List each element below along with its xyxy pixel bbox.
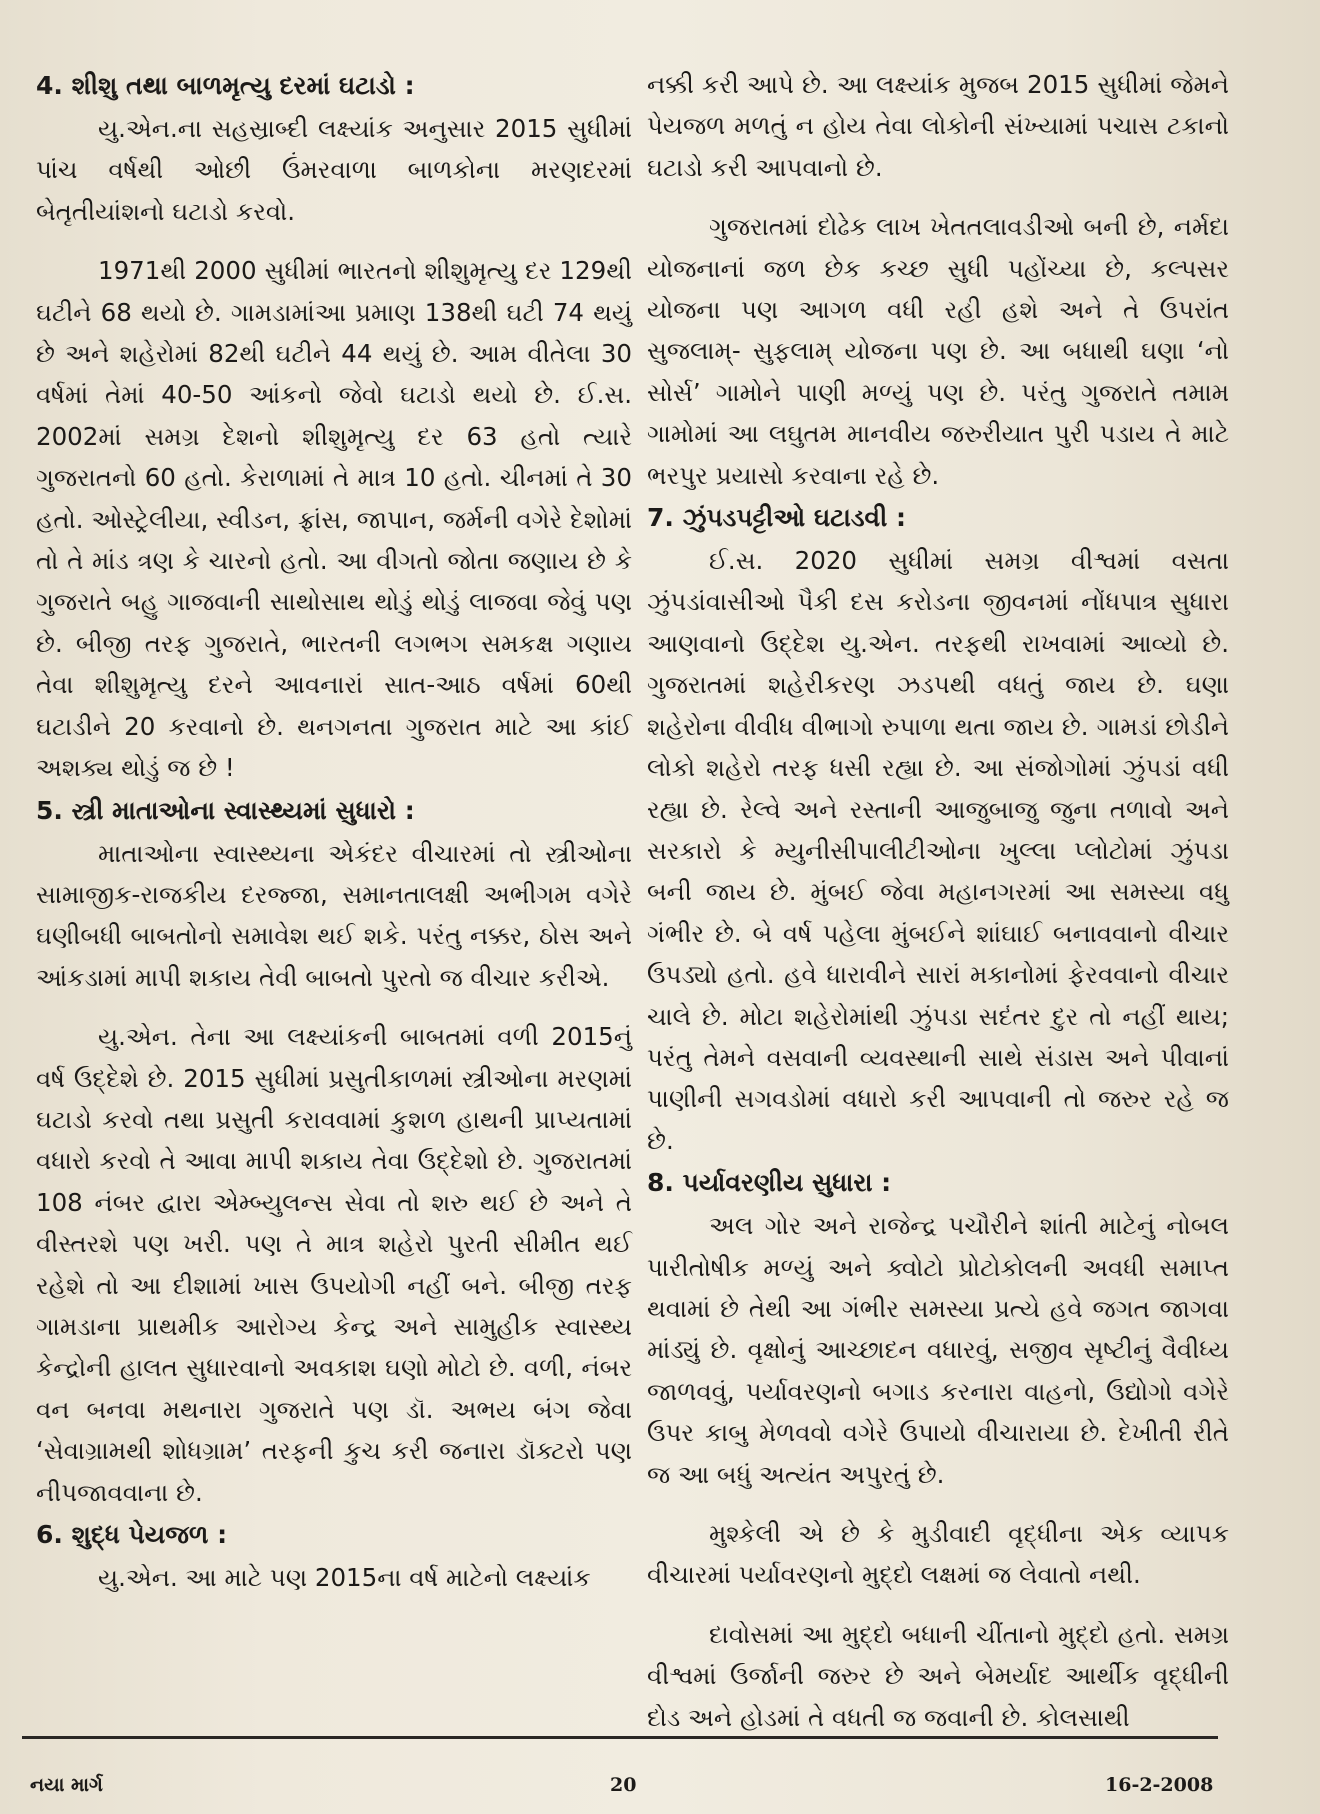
paragraph: દાવોસમાં આ મુદ્દો બધાની ચીંતાનો મુદ્દો હતો. સમગ્ર વીશ્વમાં ઉર્જાની જરુર છે અને બેમર્યાદ આર્થીક વૃદ્ધીની દોડ અને હોડમાં તે વધતી જ જવાની છે. કોલસાથી <box>647 1619 1229 1732</box>
publication-name: નયા માર્ગ <box>30 1774 103 1796</box>
section-heading: 4. શીશુ તથા બાળમૃત્યુ દરમાં ઘટાડો : <box>36 71 415 100</box>
paragraph: યુ.એન.ના સહસ્રાબ્દી લક્ષ્યાંક અનુસાર 2015 સુધીમાં પાંચ વર્ષથી ઓછી ઉંમરવાળા બાળકોના મરણદરમાં બેતૃતીયાંશનો ઘટાડો કરવો. <box>36 114 632 226</box>
page-number: 20 <box>610 1774 637 1796</box>
left-column <box>36 64 632 1598</box>
footer-rule <box>22 1736 1218 1739</box>
section-heading: 5. સ્ત્રી માતાઓના સ્વાસ્થ્યમાં સુધારો : <box>36 795 415 825</box>
right-column <box>647 64 1229 1738</box>
paragraph: યુ.એન. તેના આ લક્ષ્યાંકની બાબતમાં વળી 2015નું વર્ષ ઉદ્દેશે છે. 2015 સુધીમાં પ્રસુતીકાળમાં સ્ત્રીઓના મરણમાં ઘટાડો કરવો તથા પ્રસુતી કરાવવામાં કુશળ હાથની પ્રાપ્યતામાં વધારો કરવો તે આવા માપી શકાય તેવા ઉદ્દેશો છે. ગુજરાતમાં 108 નંબર દ્વારા એમ્બ્યુલન્સ સેવા તો શરુ થઈ છે અને તે વીસ્તરશે પણ ખરી. પણ તે માત્ર શહેરો પુરતી સીમીત થઈ રહેશે તો આ દીશામાં ખાસ ઉપયોગી નહીં બને. બીજી તરફ ગામડાના પ્રાથમીક આરોગ્ય કેન્દ્ર અને સામુહીક સ્વાસ્થ્ય કેન્દ્રોની હાલત સુધારવાનો અવકાશ ઘણો મોટો છે. વળી, નંબર વન બનવા મથનારા ગુજરાતે પણ ડૉ. અભય બંગ જેવા ‘સેવાગ્રામથી શોધગ્રામ’ તરફની કુચ કરી જનારા ડૉક્ટરો પણ નીપજાવવાના છે. <box>36 1022 632 1507</box>
paragraph: ગુજરાતમાં દોઢેક લાખ ખેતતલાવડીઓ બની છે, નર્મદા યોજનાનાં જળ છેક કચ્છ સુધી પહોંચ્યા છે, કલ્પસર યોજના પણ આગળ વધી રહી હશે અને તે ઉપરાંત સુજલામ્- સુફલામ્ યોજના પણ છે. આ બધાથી ઘણા ‘નો સોર્સ’ ગામોને પાણી મળ્યું પણ છે. પરંતુ ગુજરાતે તમામ ગામોમાં આ લઘુતમ માનવીય જરુરીયાત પુરી પડાય તે માટે ભરપુર પ્રયાસો કરવાના રહે છે. <box>647 212 1229 490</box>
paragraph: 1971થી 2000 સુધીમાં ભારતનો શીશુમૃત્યુ દર 129થી ઘટીને 68 થયો છે. ગામડામાંઆ પ્રમાણ 138થી ઘટી 74 થયું છે અને શહેરોમાં 82થી ઘટીને 44 થયું છે. આમ વીતેલા 30 વર્ષમાં તેમાં 40-50 આંકનો જેવો ઘટાડો થયો છે. ઈ.સ. 2002માં સમગ્ર દેશનો શીશુમૃત્યુ દર 63 હતો ત્યારે ગુજરાતનો 60 હતો. કેરાળામાં તે માત્ર 10 હતો. ચીનમાં તે 30 હતો. ઓસ્ટ્રેલીયા, સ્વીડન, ફ્રાંસ, જાપાન, જર્મની વગેરે દેશોમાં તો તે માંડ ત્રણ કે ચારનો હતો. આ વીગતો જોતા જણાય છે કે ગુજરાતે બહુ ગાજવાની સાથોસાથ થોડું થોડું લાજવા જેવું પણ છે. બીજી તરફ ગુજરાતે, ભારતની લગભગ સમકક્ષ ગણાય તેવા શીશુમૃત્યુ દરને આવનારાં સાત-આઠ વર્ષમાં 60થી ઘટાડીને 20 કરવાનો છે. થનગનતા ગુજરાત માટે આ કાંઈ અશક્ય થોડું જ છે ! <box>36 256 632 783</box>
paragraph: મુશ્કેલી એ છે કે મુડીવાદી વૃદ્ધીના એક વ્યાપક વીચારમાં પર્યાવરણનો મુદ્દો લક્ષમાં જ લેવાતો નથી. <box>647 1519 1229 1590</box>
paragraph: યુ.એન. આ માટે પણ 2015ના વર્ષ માટેનો લક્ષ્યાંક <box>98 1563 591 1592</box>
paragraph-continued: નક્કી કરી આપે છે. આ લક્ષ્યાંક મુજબ 2015 સુધીમાં જેમને પેયજળ મળતું ન હોય તેવા લોકોની સંખ્યામાં પચાસ ટકાનો ઘટાડો કરી આપવાનો છે. <box>647 70 1229 182</box>
paragraph: માતાઓના સ્વાસ્થ્યના એકંદર વીચારમાં તો સ્ત્રીઓના સામાજીક-રાજકીય દરજ્જા, સમાનતાલક્ષી અભીગમ વગેરે ઘણીબધી બાબતોનો સમાવેશ થઈ શકે. પરંતુ નક્કર, ઠોસ અને આંકડામાં માપી શકાય તેવી બાબતો પુરતો જ વીચાર કરીએ. <box>36 838 632 992</box>
section-heading: 7. ઝુંપડપટ્ટીઓ ઘટાડવી : <box>647 503 906 533</box>
paragraph: અલ ગોર અને રાજેન્દ્ર પચૌરીને શાંતી માટેનું નોબલ પારીતોષીક મળ્યું અને ક્વોટો પ્રોટોકોલની અવધી સમાપ્ત થવામાં છે તેથી આ ગંભીર સમસ્યા પ્રત્યે હવે જગત જાગવા માંડ્યું છે. વૃક્ષોનું આચ્છાદન વધારવું, સજીવ સૃષ્ટીનું વૈવીધ્ય જાળવવું, પર્યાવરણનો બગાડ કરનારા વાહનો, ઉદ્યોગો વગેરે ઉપર કાબુ મેળવવો વગેરે ઉપાયો વીચારાયા છે. દેખીતી રીતે જ આ બધું અત્યંત અપુરતું છે. <box>647 1211 1229 1489</box>
section-heading: 8. પર્યાવરણીય સુધારા : <box>647 1168 892 1198</box>
paragraph: ઈ.સ. 2020 સુધીમાં સમગ્ર વીશ્વમાં વસતા ઝુંપડાંવાસીઓ પૈકી દસ કરોડના જીવનમાં નોંધપાત્ર સુધારા આણવાનો ઉદ્દેશ યુ.એન. તરફથી રાખવામાં આવ્યો છે. ગુજરાતમાં શહેરીકરણ ઝડપથી વધતું જાય છે. ઘણા શહેરોના વીવીધ વીભાગો રુપાળા થતા જાય છે. ગામડાં છોડીને લોકો શહેરો તરફ ધસી રહ્યા છે. આ સંજોગોમાં ઝુંપડાં વધી રહ્યા છે. રેલ્વે અને રસ્તાની આજુબાજુ જુના તળાવો અને સરકારો કે મ્યુનીસીપાલીટીઓના ખુલ્લા પ્લોટોમાં ઝુંપડા બની જાય છે. મુંબઈ જેવા મહાનગરમાં આ સમસ્યા વધુ ગંભીર છે. બે વર્ષ પહેલા મુંબઈને શાંઘાઈ બનાવવાનો વીચાર ઉપડ્યો હતો. હવે ધારાવીને સારાં મકાનોમાં ફેરવવાનો વીચાર ચાલે છે. મોટા શહેરોમાંથી ઝુંપડા સદંતર દુર તો નહીં થાય; પરંતુ તેમને વસવાની વ્યવસ્થાની સાથે સંડાસ અને પીવાનાં પાણીની સગવડોમાં વધારો કરી આપવાની તો જરુર રહે જ છે. <box>647 546 1229 1155</box>
issue-date: 16-2-2008 <box>1105 1774 1214 1796</box>
section-heading: 6. શુદ્ધ પેયજળ : <box>36 1520 228 1549</box>
